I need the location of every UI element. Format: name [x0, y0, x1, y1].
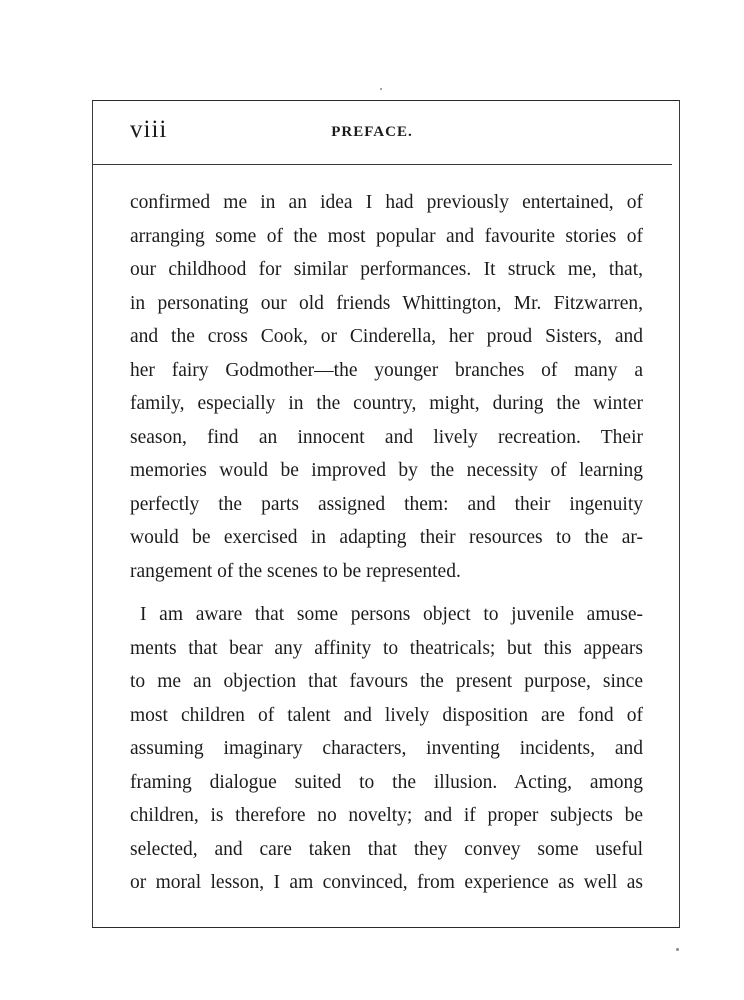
text-line: season, find an innocent and lively recreation. Their: [130, 426, 643, 448]
text-line: arranging some of the most popular and favourite stories of: [130, 225, 643, 247]
text-line: selected, and care taken that they convey some useful: [130, 838, 643, 860]
paragraph-2: [130, 598, 643, 900]
text-line: assuming imaginary characters, inventing incidents, and: [130, 738, 643, 759]
text-line: would be exercised in adapting their resources to the ar-: [130, 527, 643, 548]
text-line: to me an objection that favours the present purpose, since: [130, 671, 643, 692]
running-head: PREFACE.: [331, 124, 413, 140]
paper-speck: [380, 88, 382, 90]
page-number: viii: [130, 116, 168, 143]
body-text: [130, 186, 643, 900]
text-line: confirmed me in an idea I had previously entertained, of: [130, 192, 643, 213]
text-line: memories would be improved by the necessity of learning: [130, 460, 643, 481]
paragraph-gap: [130, 588, 643, 598]
text-line: or moral lesson, I am convinced, from experience as well as: [130, 872, 643, 893]
text-line: framing dialogue suited to the illusion. Acting, among: [130, 771, 643, 793]
text-line: I am aware that some persons object to juvenile amuse-: [140, 604, 643, 625]
text-line: children, is therefore no novelty; and if proper subjects be: [130, 805, 643, 826]
text-line: and the cross Cook, or Cinderella, her proud Sisters, and: [130, 326, 643, 347]
paragraph-1: [130, 186, 643, 588]
text-line: in personating our old friends Whittington, Mr. Fitzwarren,: [130, 292, 643, 314]
text-line: ments that bear any affinity to theatricals; but this appears: [130, 637, 643, 659]
text-line: our childhood for similar performances. It struck me, that,: [130, 259, 643, 280]
paper-speck: [676, 948, 679, 951]
text-line: perfectly the parts assigned them: and their ingenuity: [130, 493, 643, 515]
text-line: her fairy Godmother—the younger branches of many a: [130, 359, 643, 381]
text-line: rangement of the scenes to be represented.: [130, 560, 461, 582]
text-line: family, especially in the country, might, during the winter: [130, 393, 643, 414]
header-rule: [92, 164, 672, 165]
text-line: most children of talent and lively disposition are fond of: [130, 704, 643, 726]
